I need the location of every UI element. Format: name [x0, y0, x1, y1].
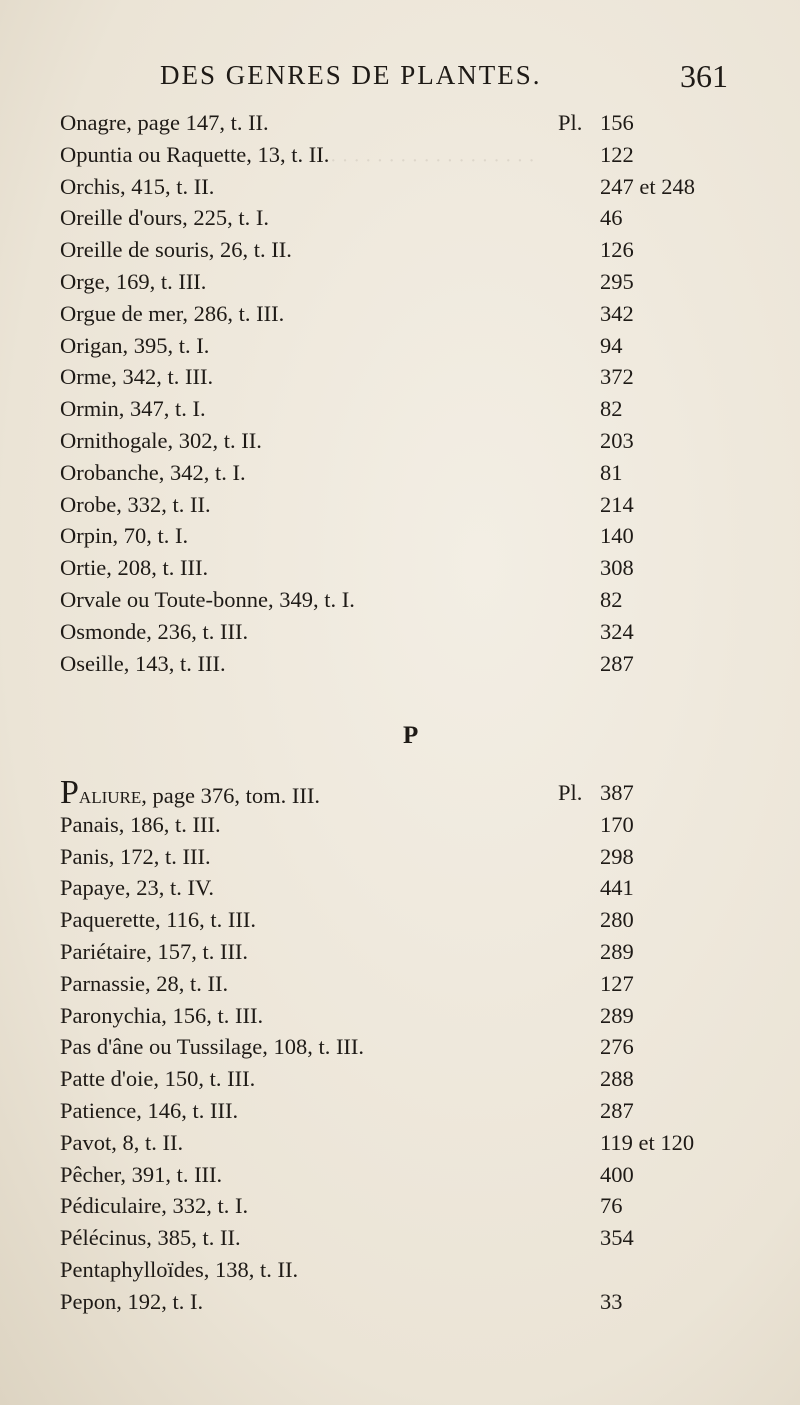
plate-number: 82	[600, 396, 623, 422]
plate-number: 33	[600, 1288, 623, 1314]
entry-name: Parnassie, 28, t. II.	[60, 970, 229, 996]
running-header	[0, 58, 800, 98]
page-number: 361	[680, 58, 728, 94]
entry-name: Osmonde, 236, t. III.	[60, 618, 249, 644]
entry-name: Orvale ou Toute-bonne, 349, t. I.	[60, 586, 355, 612]
entry-name: Orme, 342, t. III.	[60, 364, 214, 390]
entry-name: Ormin, 347, t. I.	[60, 396, 206, 422]
index-entry	[0, 299, 800, 331]
index-entry	[0, 1064, 800, 1096]
plate-number: 119 et 120	[600, 1129, 695, 1155]
index-entry	[0, 873, 800, 905]
index-entry	[0, 1096, 800, 1128]
plate-number: 372	[600, 364, 634, 390]
index-entry	[0, 1001, 800, 1033]
entry-name: Pavot, 8, t. II.	[60, 1129, 184, 1155]
index-entry	[0, 108, 800, 140]
index-entry	[0, 458, 800, 490]
index-entry	[0, 172, 800, 204]
running-title: DES GENRES DE PLANTES.	[160, 60, 542, 90]
entry-name: Oreille de souris, 26, t. II.	[60, 237, 292, 263]
entry-name: Pêcher, 391, t. III.	[60, 1161, 223, 1187]
index-entry	[0, 905, 800, 937]
plate-number: 170	[600, 811, 634, 837]
plate-number: 289	[600, 1002, 634, 1028]
entry-rest: , page 376, tom. III.	[141, 783, 320, 808]
drop-cap: P	[60, 774, 79, 811]
entry-name: Orgue de mer, 286, t. III.	[60, 300, 285, 326]
plate-number: 82	[600, 586, 623, 612]
plate-number: 127	[600, 970, 634, 996]
plate-number: 342	[600, 300, 634, 326]
plate-number: 81	[600, 459, 623, 485]
index-entry	[0, 1128, 800, 1160]
index-section-o	[0, 108, 800, 680]
entry-name: Patte d'oie, 150, t. III.	[60, 1066, 256, 1092]
index-entry	[0, 1255, 800, 1287]
index-entry	[0, 394, 800, 426]
plate-number: 400	[600, 1161, 634, 1187]
entry-smallcaps: ALIURE	[78, 788, 142, 807]
plate-label: Pl.	[558, 110, 583, 135]
plate-number: 214	[600, 491, 634, 517]
entry-name: Pélécinus, 385, t. II.	[60, 1225, 241, 1251]
entry-name: Onagre, page 147, t. II.	[60, 110, 269, 135]
plate-number: 140	[600, 523, 634, 549]
plate-number: 298	[600, 843, 634, 869]
plate-label: Pl.	[558, 780, 583, 805]
entry-name: Ornithogale, 302, t. II.	[60, 427, 262, 453]
plate-number: 122	[600, 141, 634, 167]
entry-name	[60, 774, 320, 813]
entry-name: Panais, 186, t. III.	[60, 811, 221, 837]
plate-number: 94	[600, 332, 623, 358]
entry-name: Papaye, 23, t. IV.	[60, 875, 214, 901]
index-entry	[0, 235, 800, 267]
index-entry	[0, 1160, 800, 1192]
index-entry	[0, 1223, 800, 1255]
entry-name: Pariétaire, 157, t. III.	[60, 938, 249, 964]
entry-name: Orpin, 70, t. I.	[60, 523, 189, 549]
plate-number: 46	[600, 205, 623, 231]
plate-number: 76	[600, 1193, 623, 1219]
entry-name: Oseille, 143, t. III.	[60, 650, 226, 676]
plate-number: 156	[600, 110, 634, 135]
index-entry	[0, 810, 800, 842]
index-entry	[0, 937, 800, 969]
plate-number: 387	[600, 780, 634, 805]
index-entry	[0, 140, 800, 172]
plate-number: 308	[600, 555, 634, 581]
entry-name: Patience, 146, t. III.	[60, 1097, 239, 1123]
entry-name: Paquerette, 116, t. III.	[60, 907, 256, 933]
entry-name: Oreille d'ours, 225, t. I.	[60, 205, 270, 231]
plate-number: 276	[600, 1034, 634, 1060]
index-entry	[0, 521, 800, 553]
index-entry	[0, 426, 800, 458]
entry-name: Opuntia ou Raquette, 13, t. II.	[60, 141, 330, 167]
plate-number: 441	[600, 875, 634, 901]
entry-name: Origan, 395, t. I.	[60, 332, 210, 358]
plate-number: 203	[600, 427, 634, 453]
entry-name: Pepon, 192, t. I.	[60, 1288, 204, 1314]
plate-number: 287	[600, 1097, 634, 1123]
entry-name: Paronychia, 156, t. III.	[60, 1002, 264, 1028]
entry-name: Orobe, 332, t. II.	[60, 491, 211, 517]
entry-name: Pédiculaire, 332, t. I.	[60, 1193, 249, 1219]
index-entry	[0, 1287, 800, 1319]
index-entry	[0, 553, 800, 585]
entry-name: Orge, 169, t. III.	[60, 268, 207, 294]
plate-number: 289	[600, 938, 634, 964]
plate-number: 295	[600, 268, 634, 294]
index-entry	[0, 1191, 800, 1223]
index-entry	[0, 331, 800, 363]
section-letter: P	[403, 722, 419, 749]
entry-name: Panis, 172, t. III.	[60, 843, 211, 869]
index-entry	[0, 490, 800, 522]
entry-name: Ortie, 208, t. III.	[60, 555, 209, 581]
plate-number: 287	[600, 650, 634, 676]
entry-name: Orobanche, 342, t. I.	[60, 459, 246, 485]
plate-number: 324	[600, 618, 634, 644]
index-entry	[0, 362, 800, 394]
plate-number: 247 et 248	[600, 173, 695, 199]
index-entry-first	[0, 774, 800, 811]
index-entry	[0, 969, 800, 1001]
index-entry	[0, 267, 800, 299]
index-section-p	[0, 774, 800, 1319]
index-entry	[0, 842, 800, 874]
index-entry	[0, 649, 800, 681]
plate-number: 354	[600, 1225, 634, 1251]
index-entry	[0, 1032, 800, 1064]
plate-number: 126	[600, 237, 634, 263]
plate-number: 288	[600, 1066, 634, 1092]
show-through-texture: · · · · · · · · · · · · · · · · · ·	[330, 150, 535, 172]
index-entry	[0, 585, 800, 617]
index-entry	[0, 203, 800, 235]
index-entry	[0, 617, 800, 649]
entry-name: Pentaphylloïdes, 138, t. II.	[60, 1256, 299, 1282]
plate-number: 280	[600, 907, 634, 933]
entry-name: Pas d'âne ou Tussilage, 108, t. III.	[60, 1034, 365, 1060]
entry-name: Orchis, 415, t. II.	[60, 173, 215, 199]
